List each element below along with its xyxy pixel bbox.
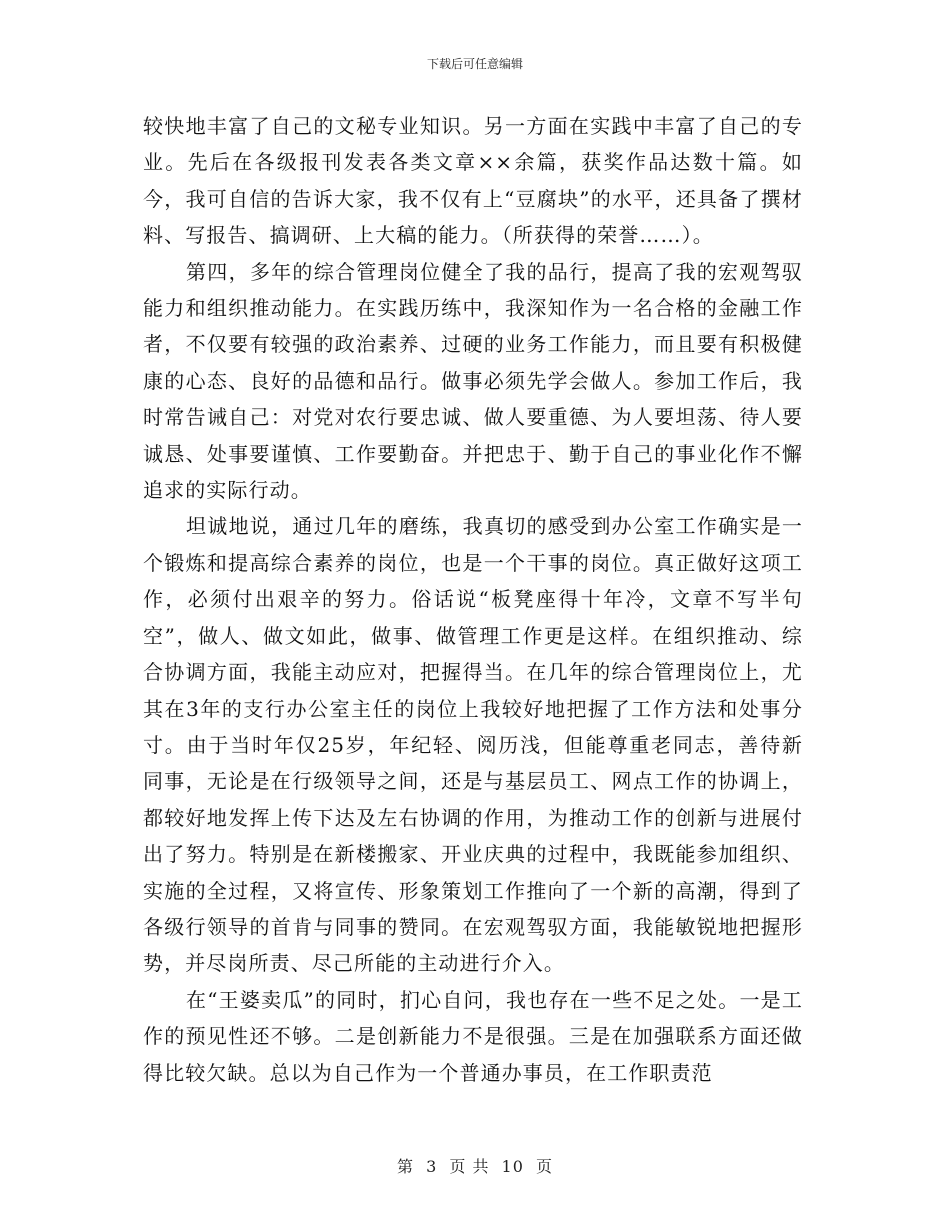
footer-suffix: 页 — [536, 1157, 554, 1176]
paragraph-continuation: 较快地丰富了自己的文秘专业知识。另一方面在实践中丰富了自己的专业。先后在各级报刊发表各类文章××余篇，获奖作品达数十篇。如今，我可自信的告诉大家，我不仅有上“豆腐块”的水平，还具备了撰材料、写报告、搞调研、上大稿的能力。（所获得的荣誉……）。 — [143, 114, 803, 248]
paragraph-fourth-point: 第四，多年的综合管理岗位健全了我的品行，提高了我的宏观驾驭能力和组织推动能力。在实践历练中，我深知作为一名合格的金融工作者，不仅要有较强的政治素养、过硬的业务工作能力，而且要有积极健康的心态、良好的品德和品行。做事必须先学会做人。参加工作后，我时常告诫自己：对党对农行要忠诚、做人要重德、为人要坦荡、待人要诚恳、处事要谨慎、工作要勤奋。并把忠于、勤于自己的事业化作不懈追求的实际行动。 — [143, 259, 803, 503]
current-page-number: 3 — [426, 1157, 438, 1176]
document-body — [143, 108, 803, 1091]
footer-middle: 页 共 — [449, 1157, 490, 1176]
page-header: 下载后可任意编辑 — [426, 57, 523, 71]
paragraph-candid-reflection: 坦诚地说，通过几年的磨练，我真切的感受到办公室工作确实是一个锻炼和提高综合素养的岗位，也是一个干事的岗位。真正做好这项工作，必须付出艰辛的努力。俗话说“板凳座得十年冷，文章不写半句空”，做人、做文如此，做事、做管理工作更是这样。在组织推动、综合协调方面，我能主动应对，把握得当。在几年的综合管理岗位上，尤其在3年的支行办公室主任的岗位上我较好地把握了工作方法和处事分寸。由于当时年仅25岁，年纪轻、阅历浅，但能尊重老同志，善待新同事，无论是在行级领导之间，还是与基层员工、网点工作的协调上，都较好地发挥上传下达及左右协调的作用，为推动工作的创新与进展付出了努力。特别是在新楼搬家、开业庆典的过程中，我既能参加组织、实施的全过程，又将宣传、形象策划工作推向了一个新的高潮，得到了各级行领导的首肯与同事的赞同。在宏观驾驭方面，我能敏锐地把握形势，并尽岗所责、尽己所能的主动进行介入。 — [143, 514, 803, 976]
total-pages-number: 10 — [501, 1157, 524, 1176]
page-footer — [0, 1154, 950, 1177]
paragraph-shortcomings: 在“王婆卖瓜”的同时，扪心自问，我也存在一些不足之处。一是工作的预见性还不够。二是创新能力不是很强。三是在加强联系方面还做得比较欠缺。总以为自己作为一个普通办事员，在工作职责范 — [143, 987, 803, 1085]
footer-prefix: 第 — [396, 1157, 414, 1176]
